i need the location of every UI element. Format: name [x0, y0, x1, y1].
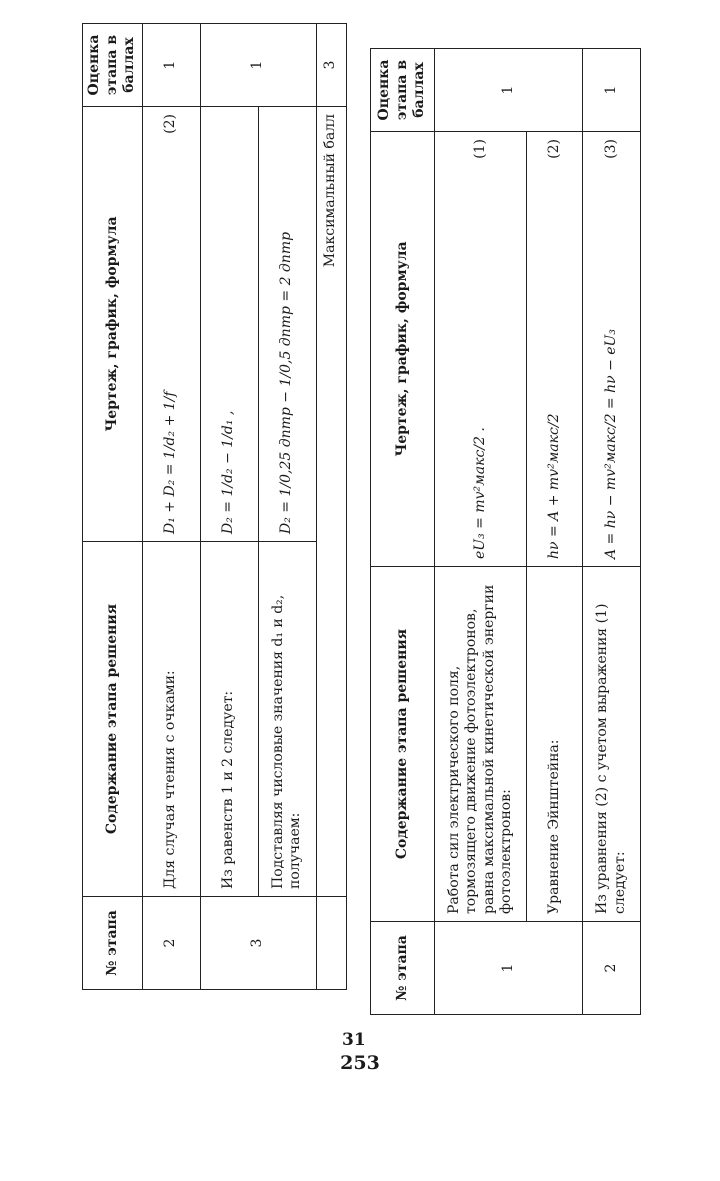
header-desc: Содержание этапа решения — [83, 542, 143, 897]
equation-number: (1) — [471, 139, 488, 159]
header-desc: Содержание этапа решения — [371, 567, 435, 922]
row-formula — [527, 132, 583, 567]
row-num: 1 — [435, 922, 583, 1015]
solution-table-2 — [370, 48, 641, 1015]
formula-text: A = hν − mv²макс/2 = hν − eU₃ — [602, 329, 619, 559]
max-score: 3 — [316, 24, 346, 107]
formula-text: D₂ = 1/0,25 дптр − 1/0,5 дптр = 2 дптр — [278, 231, 295, 534]
table1-header-row — [83, 24, 143, 990]
formula-text: hν = A + mv²макс/2 — [545, 413, 562, 559]
equation-number: (2) — [545, 139, 562, 159]
formula-text: D₁ + D₂ = 1/d₂ + 1/f — [162, 391, 179, 534]
row-desc: Из равенств 1 и 2 следует: — [200, 542, 258, 897]
header-score: Оценка этапа в баллах — [83, 24, 143, 107]
header-num: № этапа — [83, 897, 143, 990]
header-score: Оценка этапа в баллах — [371, 49, 435, 132]
equation-number: (3) — [602, 139, 619, 159]
row-formula — [583, 132, 641, 567]
table1-max-row — [316, 24, 346, 990]
equation-number: (2) — [162, 114, 179, 134]
row-desc: Из уравнения (2) с учетом выражения (1) следует: — [583, 567, 641, 922]
header-form: Чертеж, график, формула — [83, 107, 143, 542]
row-formula — [435, 132, 527, 567]
table2-row — [527, 49, 583, 1015]
row-num: 3 — [200, 897, 316, 990]
table2-row — [435, 49, 527, 1015]
row-formula — [258, 107, 316, 542]
table1-wrapper — [82, 23, 347, 990]
solution-table-1 — [82, 23, 347, 990]
table2-header-row — [371, 49, 435, 1015]
row-score: 1 — [435, 49, 583, 132]
header-num: № этапа — [371, 922, 435, 1015]
row-desc: Для случая чтения с очками: — [142, 542, 200, 897]
row-desc: Подставляя числовые значения d₁ и d₂, получаем: — [258, 542, 316, 897]
table1-row — [142, 24, 200, 990]
table1-row — [258, 24, 316, 990]
formula-text: eU₃ = mv²макс/2 . — [471, 427, 488, 559]
row-score: 1 — [142, 24, 200, 107]
table1-row — [200, 24, 258, 990]
page-number: 253 — [340, 1052, 380, 1074]
table2-wrapper — [370, 48, 641, 1015]
header-form: Чертеж, график, формула — [371, 132, 435, 567]
max-empty-cell — [316, 897, 346, 990]
row-desc: Уравнение Эйнштейна: — [527, 567, 583, 922]
row-desc: Работа сил электрического поля, тормозящего движение фотоэлектронов, равна максимальной кинетической энергии фотоэлектронов: — [435, 567, 527, 922]
table2-row — [583, 49, 641, 1015]
max-label: Максимальный балл — [316, 107, 346, 897]
row-score: 1 — [583, 49, 641, 132]
formula-text: D₂ = 1/d₂ − 1/d₁ , — [220, 410, 237, 534]
row-num: 2 — [583, 922, 641, 1015]
row-formula — [200, 107, 258, 542]
row-score: 1 — [200, 24, 316, 107]
problem-label: 31 — [342, 1030, 366, 1050]
row-formula — [142, 107, 200, 542]
row-num: 2 — [142, 897, 200, 990]
